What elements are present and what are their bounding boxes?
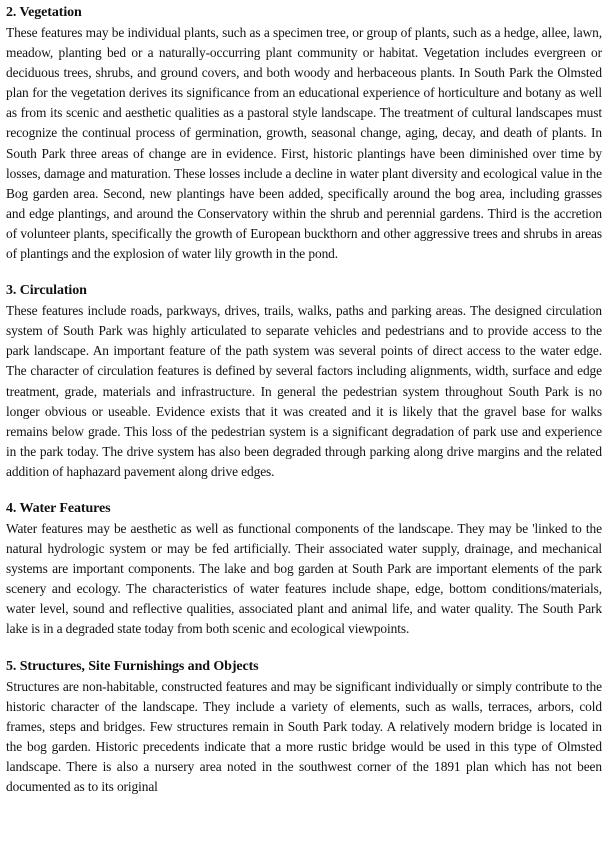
section-vegetation: [6, 3, 602, 264]
section-heading: 5. Structures, Site Furnishings and Objects: [6, 658, 259, 674]
document-page: [6, 3, 602, 797]
section-body: These features may be individual plants, such as a specimen tree, or group of plants, such as a hedge, allee, lawn, meadow, planting bed or a naturally-occurring plant community or habitat. Vegetation includes evergreen or deciduous trees, shrubs, and ground covers, and both woody and herbaceous plants. In South Park the Olmsted plan for the vegetation derives its significance from an educational experience of horticulture and botany as well as from its scenic and aesthetic qualities as a pastoral style landscape. The treatment of cultural landscapes must recognize the continual process of germination, growth, seasonal change, aging, decay, and death of plants. In South Park three areas of change are in evidence. First, historic plantings have been diminished over time by losses, damage and maturation. These losses include a decline in water plant diversity and ecological value in the Bog garden area. Second, new plantings have been added, specifically around the bog area, including grasses and edge plantings, and around the Conservatory within the shrub and perennial gardens. Third is the accretion of volunteer plants, specifically the growth of European buckthorn and other aggressive trees and shrubs in areas of plantings and the explosion of water lily growth in the pond.: [6, 25, 602, 262]
section-structures: [6, 657, 602, 798]
section-water-features: [6, 499, 602, 640]
section-circulation: [6, 281, 602, 482]
section-heading: 3. Circulation: [6, 283, 87, 299]
section-heading: 2. Vegetation: [6, 5, 82, 20]
section-body: Water features may be aesthetic as well as functional components of the landscape. They may be 'linked to the natural hydrologic system or may be fed artificially. Their associated water supply, drainage, and mechanical systems are important components. The lake and bog garden at South Park are important elements of the park scenery and ecology. The characteristics of water features include shape, edge, bottom conditions/materials, water level, sound and reflective qualities, associated plant and animal life, and water quality. The South Park lake is in a degraded state today from both scenic and ecological viewpoints.: [6, 520, 602, 637]
section-heading: 4. Water Features: [6, 500, 111, 516]
section-body: Structures are non-habitable, constructed features and may be significant individually or simply contribute to the historic character of the landscape. They include a variety of elements, such as walls, terraces, arbors, cold frames, steps and bridges. Few structures remain in South Park today. A relatively modern bridge is located in the bog garden. Historic precedents indicate that a more rustic bridge would be used in this type of Olmsted landscape. There is also a nursery area noted in the southwest corner of the 1891 plan which has not been documented as to its original: [6, 678, 602, 794]
section-body: These features include roads, parkways, drives, trails, walks, paths and parking areas. The designed circulation system of South Park was highly articulated to separate vehicles and pedestrians and to provide access to the park landscape. An important feature of the path system was several points of direct access to the water edge. The character of circulation features is defined by several factors including alignments, width, surface and edge treatment, grade, materials and infrastructure. In general the pedestrian system throughout South Park is no longer obvious or useable. Evidence exists that it was created and it is likely that the gravel base for walks remains below grade. This loss of the pedestrian system is a significant degradation of park use and experience in the park today. The drive system has also been degraded through parking along drive margins and the related addition of haphazard pavement along drive edges.: [6, 303, 602, 479]
